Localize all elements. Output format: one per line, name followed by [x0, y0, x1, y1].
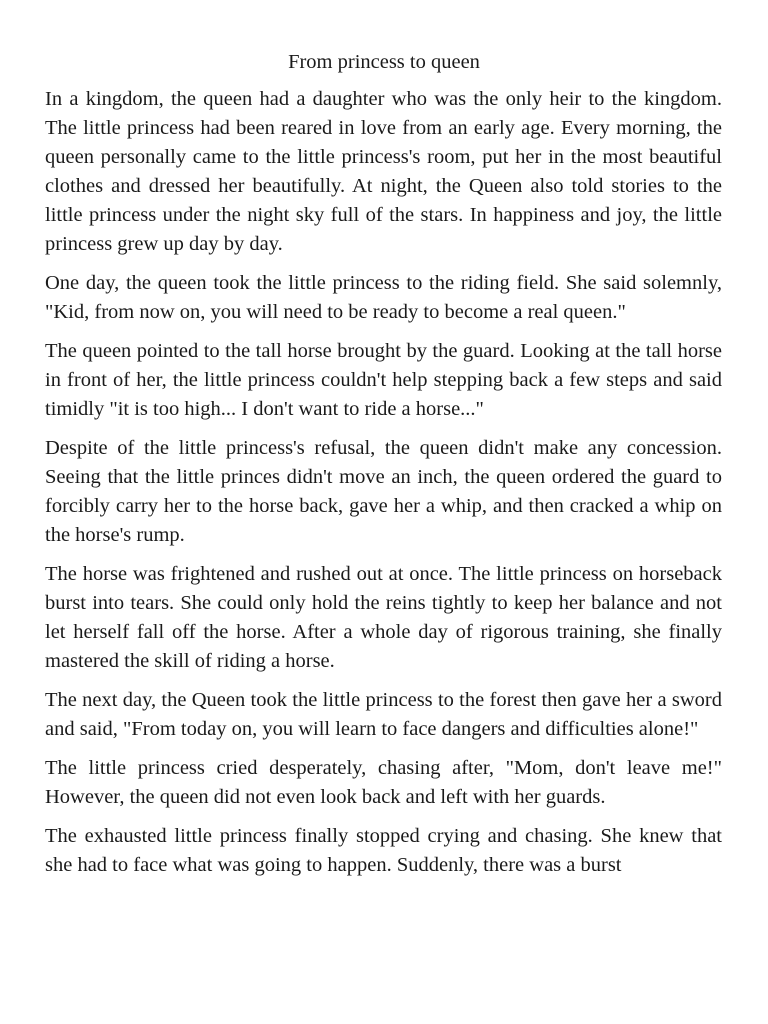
paragraph-1: In a kingdom, the queen had a daughter who was the only heir to the kingdom. The little princess had been reared in love from an early age. Every morning, the queen personally came to the little princess's room, put her in the most beautiful clothes and dressed her beautifully. At night, the Queen also told stories to the little princess under the night sky full of the stars. In happiness and joy, the little princess grew up day by day. [45, 88, 722, 255]
story-body [45, 85, 722, 890]
paragraph-6: The next day, the Queen took the little princess to the forest then gave her a sword and said, "From today on, you will learn to face dangers and difficulties alone!" [45, 689, 722, 740]
paragraph-5: The horse was frightened and rushed out at once. The little princess on horseback burst into tears. She could only hold the reins tightly to keep her balance and not let herself fall off the horse. After a whole day of rigorous training, she finally mastered the skill of riding a horse. [45, 563, 722, 672]
paragraph-3: The queen pointed to the tall horse brought by the guard. Looking at the tall horse in front of her, the little princess couldn't help stepping back a few steps and said timidly "it is too high... I don't want to ride a horse..." [45, 340, 722, 420]
paragraph-8: The exhausted little princess finally stopped crying and chasing. She knew that she had to face what was going to happen. Suddenly, there was a burst [45, 825, 722, 876]
page-title: From princess to queen [288, 51, 480, 73]
paragraph-7: The little princess cried desperately, chasing after, "Mom, don't leave me!" However, the queen did not even look back and left with her guards. [45, 757, 722, 808]
paragraph-4: Despite of the little princess's refusal, the queen didn't make any concession. Seeing that the little princes didn't move an inch, the queen ordered the guard to forcibly carry her to the horse back, gave her a whip, and then cracked a whip on the horse's rump. [45, 437, 722, 546]
paragraph-2: One day, the queen took the little princess to the riding field. She said solemnly, "Kid, from now on, you will need to be ready to become a real queen." [45, 272, 722, 323]
